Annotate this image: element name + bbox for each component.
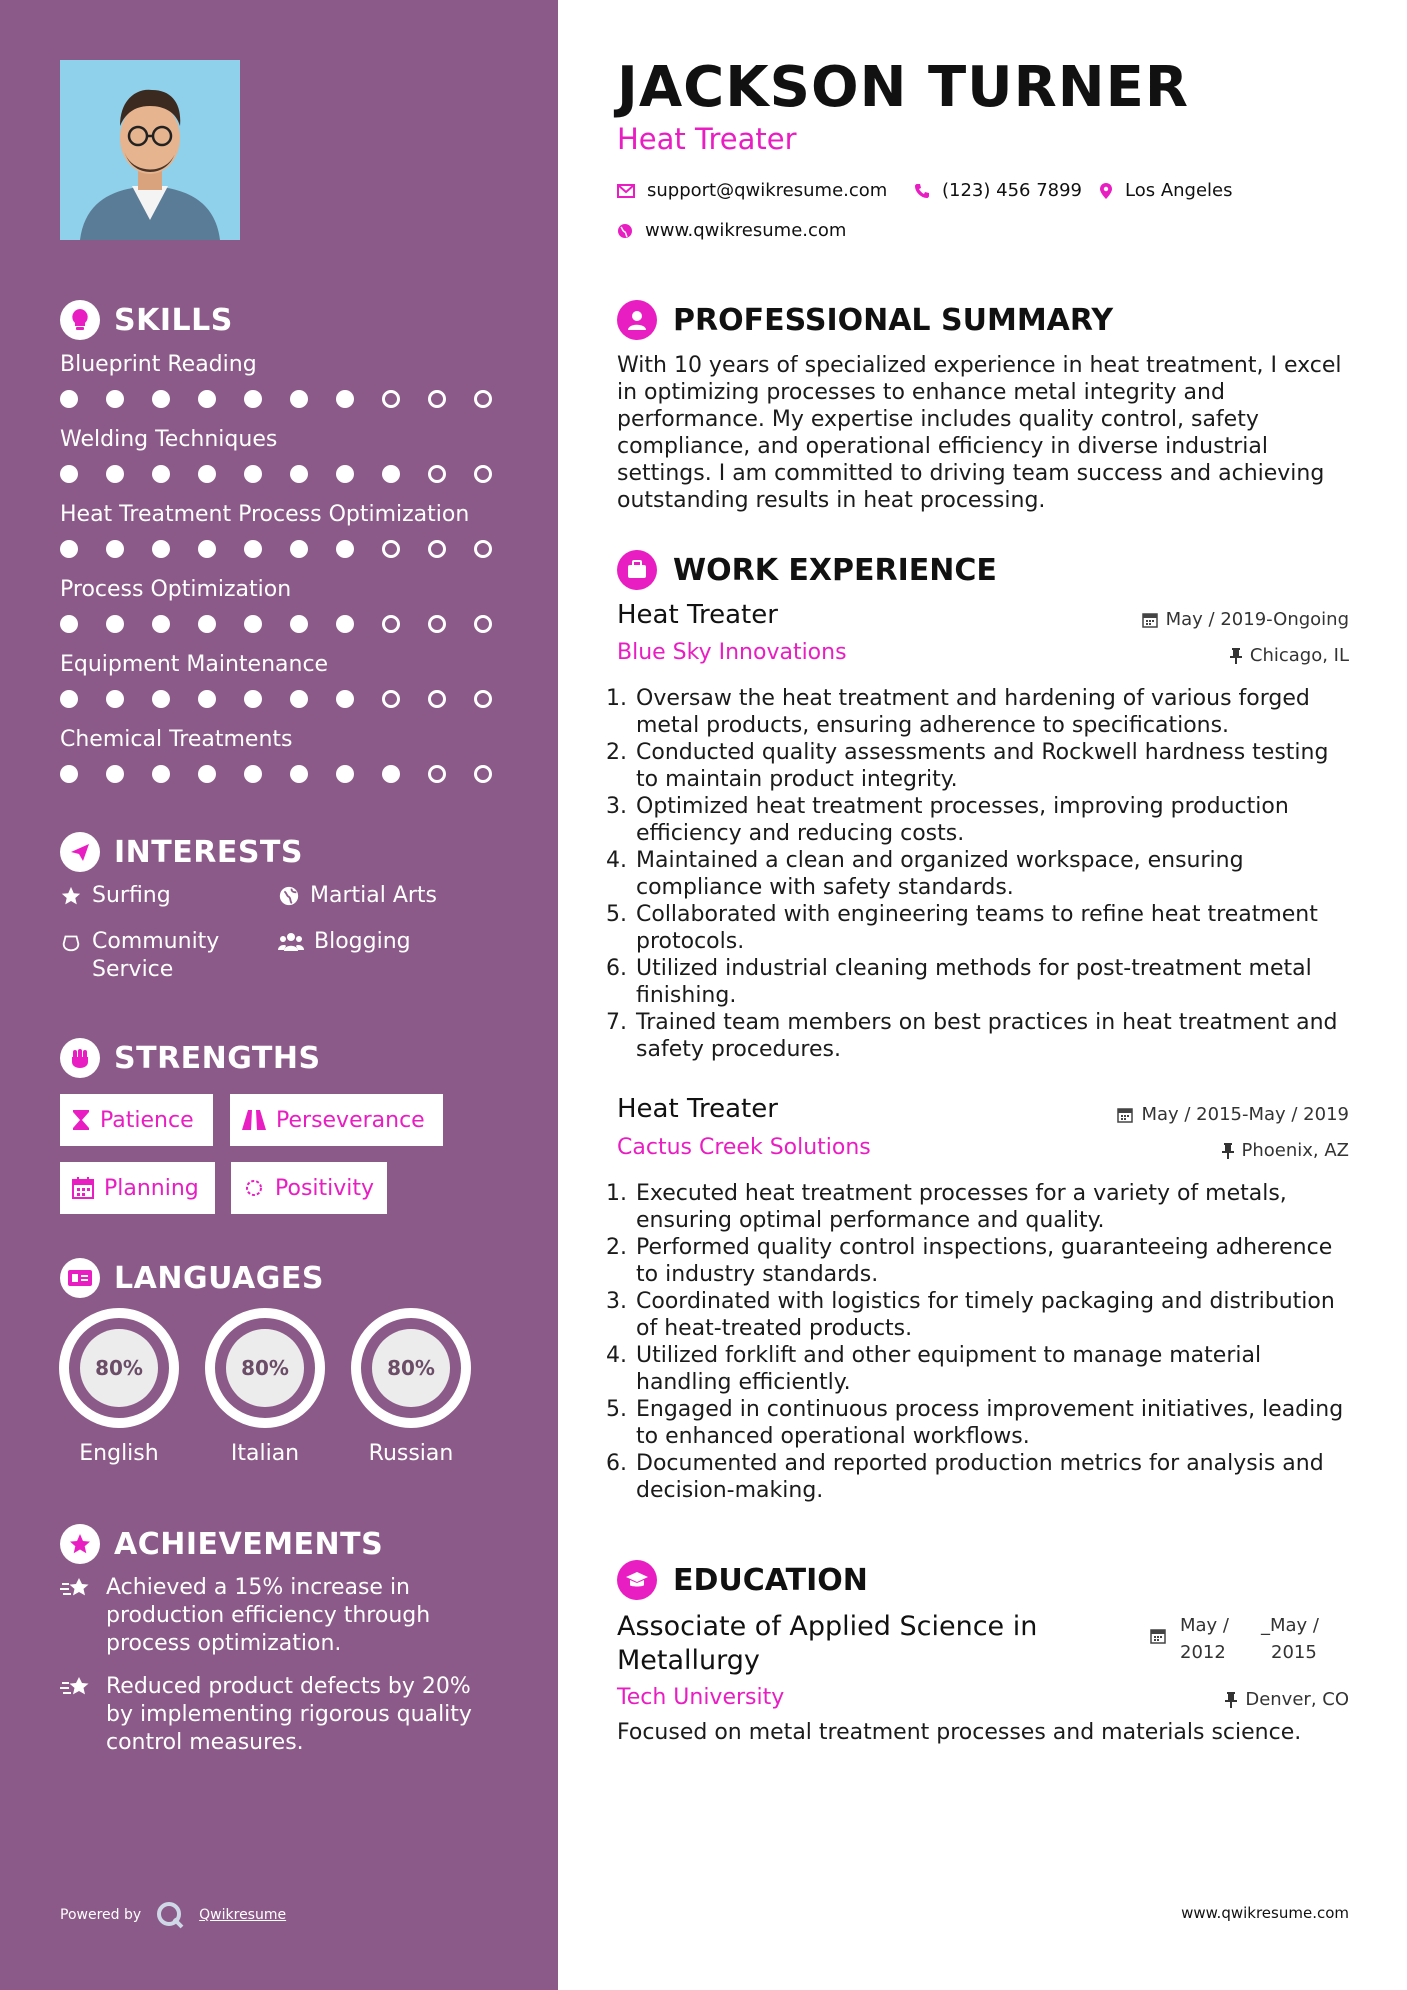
- shooting-star-icon: [60, 1576, 92, 1600]
- rating-dot-filled: [382, 465, 400, 483]
- globe-icon: [278, 885, 300, 907]
- strength-badge: Positivity: [231, 1162, 387, 1214]
- rating-dot-filled: [60, 765, 78, 783]
- briefcase-icon: [617, 550, 657, 590]
- map-pin-icon: [1099, 182, 1113, 200]
- skill-name: Blueprint Reading: [60, 352, 257, 377]
- contact-website[interactable]: www.qwikresume.com: [617, 220, 846, 241]
- skill-name: Equipment Maintenance: [60, 652, 329, 677]
- rating-dot-empty: [428, 765, 446, 783]
- rating-dot-empty: [474, 765, 492, 783]
- sidebar: [0, 0, 558, 1990]
- shooting-star-icon: [60, 1675, 92, 1699]
- fist-icon: [60, 1038, 100, 1078]
- experience-heading: WORK EXPERIENCE: [617, 550, 997, 590]
- summary-text: With 10 years of specialized experience in heat treatment, I excel in optimizing processes to enhance metal integrity and performance. My expertise includes quality control, safety compliance, and operational efficiency in diverse industrial settings. I am committed to driving team success and achieving outstanding results in heat processing.: [617, 353, 1342, 513]
- rating-dot-empty: [428, 540, 446, 558]
- achievement-item: Achieved a 15% increase in production efficiency through process optimization.: [60, 1574, 500, 1658]
- job-location: Phoenix, AZ: [1222, 1140, 1350, 1161]
- pushpin-icon: [1225, 1692, 1237, 1708]
- envelope-icon: [617, 184, 635, 198]
- rating-dot-filled: [336, 765, 354, 783]
- rating-dot-filled: [60, 390, 78, 408]
- job-location: Chicago, IL: [1230, 645, 1349, 666]
- language-name: English: [79, 1441, 159, 1466]
- contact-phone[interactable]: (123) 456 7899: [914, 180, 1082, 201]
- globe-icon: [617, 223, 633, 239]
- achievement-item: Reduced product defects by 20% by implementing rigorous quality control measures.: [60, 1673, 500, 1757]
- rating-dot-filled: [244, 765, 262, 783]
- language-ring: 80%: [59, 1308, 179, 1428]
- rating-dot-filled: [60, 615, 78, 633]
- contact-email[interactable]: support@qwikresume.com: [617, 180, 887, 201]
- list-item: 1. Oversaw the heat treatment and hardening of various forged metal products, ensuring adherence to specifications.: [634, 685, 1352, 739]
- rating-dot-filled: [198, 615, 216, 633]
- interest-item: Community Service: [60, 928, 240, 984]
- powered-by: Powered by Qwikresume: [60, 1900, 286, 1930]
- job-company: Cactus Creek Solutions: [617, 1135, 871, 1160]
- road-icon: [242, 1110, 266, 1130]
- candidate-title: Heat Treater: [617, 122, 797, 156]
- strength-badge: Perseverance: [230, 1094, 443, 1146]
- list-item: 7. Trained team members on best practices in heat treatment and safety procedures.: [634, 1009, 1352, 1063]
- skill-rating: [60, 615, 492, 633]
- interests-heading: INTERESTS: [60, 832, 303, 872]
- rating-dot-filled: [152, 690, 170, 708]
- qwikresume-link[interactable]: Qwikresume: [199, 1907, 287, 1923]
- list-item: 4. Maintained a clean and organized workspace, ensuring compliance with safety standards.: [634, 847, 1352, 901]
- rating-dot-empty: [474, 390, 492, 408]
- rating-dot-filled: [290, 765, 308, 783]
- rating-dot-filled: [290, 540, 308, 558]
- interest-item: Surfing: [60, 882, 171, 910]
- rating-dot-filled: [152, 465, 170, 483]
- education-location: Denver, CO: [1225, 1689, 1349, 1710]
- education-school: Tech University: [617, 1685, 785, 1710]
- sun-icon: [243, 1177, 265, 1199]
- calendar-icon: [72, 1177, 94, 1199]
- job-dates: May / 2015-May / 2019: [1117, 1104, 1349, 1125]
- rating-dot-empty: [474, 465, 492, 483]
- rating-dot-filled: [198, 390, 216, 408]
- rating-dot-filled: [290, 615, 308, 633]
- list-item: 1. Executed heat treatment processes for a variety of metals, ensuring optimal performance and quality.: [634, 1180, 1352, 1234]
- rating-dot-empty: [428, 615, 446, 633]
- education-heading: EDUCATION: [617, 1560, 868, 1600]
- calendar-icon: [1142, 612, 1158, 628]
- job-bullets: [612, 685, 1352, 1063]
- job-title: Heat Treater: [617, 600, 778, 630]
- rating-dot-empty: [474, 690, 492, 708]
- rating-dot-filled: [290, 465, 308, 483]
- candidate-name: JACKSON TURNER: [617, 55, 1190, 120]
- rating-dot-empty: [382, 690, 400, 708]
- list-item: 6. Documented and reported production metrics for analysis and decision-making.: [634, 1450, 1352, 1504]
- rating-dot-empty: [428, 390, 446, 408]
- rating-dot-empty: [382, 615, 400, 633]
- skill-name: Chemical Treatments: [60, 727, 293, 752]
- skill-rating: [60, 390, 492, 408]
- strengths-heading: STRENGTHS: [60, 1038, 321, 1078]
- rating-dot-filled: [198, 690, 216, 708]
- rating-dot-filled: [106, 540, 124, 558]
- footer-url[interactable]: www.qwikresume.com: [1181, 1904, 1349, 1922]
- list-item: 2. Conducted quality assessments and Rockwell hardness testing to maintain product integrity.: [634, 739, 1352, 793]
- rating-dot-filled: [198, 465, 216, 483]
- rating-dot-empty: [474, 615, 492, 633]
- skill-name: Welding Techniques: [60, 427, 278, 452]
- rating-dot-filled: [382, 765, 400, 783]
- rating-dot-filled: [60, 690, 78, 708]
- skill-name: Heat Treatment Process Optimization: [60, 502, 470, 527]
- profile-photo: [60, 60, 240, 240]
- rating-dot-filled: [244, 465, 262, 483]
- rating-dot-empty: [474, 540, 492, 558]
- rating-dot-empty: [382, 540, 400, 558]
- language-ring: 80%: [205, 1308, 325, 1428]
- rating-dot-filled: [106, 465, 124, 483]
- hourglass-icon: [72, 1109, 90, 1131]
- skills-heading: SKILLS: [60, 300, 233, 340]
- phone-icon: [914, 183, 930, 199]
- rating-dot-filled: [336, 465, 354, 483]
- list-item: 4. Utilized forklift and other equipment to manage material handling efficiently.: [634, 1342, 1352, 1396]
- language-name: Italian: [230, 1441, 300, 1466]
- rating-dot-filled: [244, 390, 262, 408]
- rating-dot-filled: [198, 765, 216, 783]
- rating-dot-filled: [336, 540, 354, 558]
- contact-location: Los Angeles: [1099, 180, 1233, 201]
- lightbulb-icon: [60, 300, 100, 340]
- rating-dot-filled: [106, 690, 124, 708]
- calendar-icon: [1150, 1628, 1166, 1644]
- rating-dot-filled: [336, 390, 354, 408]
- graduation-icon: [617, 1560, 657, 1600]
- rating-dot-filled: [336, 690, 354, 708]
- skill-name: Process Optimization: [60, 577, 292, 602]
- rating-dot-filled: [244, 690, 262, 708]
- hand-icon: [60, 931, 82, 953]
- interest-item: Martial Arts: [278, 882, 437, 910]
- rating-dot-filled: [198, 540, 216, 558]
- rating-dot-filled: [152, 615, 170, 633]
- qwikresume-logo-icon: [155, 1900, 185, 1930]
- strength-badge: Patience: [60, 1094, 213, 1146]
- languages-heading: LANGUAGES: [60, 1258, 324, 1298]
- achievements-heading: ACHIEVEMENTS: [60, 1524, 383, 1564]
- language-icon: [60, 1258, 100, 1298]
- calendar-icon: [1117, 1107, 1133, 1123]
- list-item: 2. Performed quality control inspections, guaranteeing adherence to industry standards.: [634, 1234, 1352, 1288]
- rating-dot-filled: [60, 540, 78, 558]
- list-item: 5. Collaborated with engineering teams to refine heat treatment protocols.: [634, 901, 1352, 955]
- paper-plane-icon: [60, 832, 100, 872]
- job-company: Blue Sky Innovations: [617, 640, 847, 665]
- list-item: 5. Engaged in continuous process improvement initiatives, leading to enhanced operational workflows.: [634, 1396, 1352, 1450]
- skill-rating: [60, 690, 492, 708]
- star-badge-icon: [60, 1524, 100, 1564]
- rating-dot-filled: [106, 615, 124, 633]
- education-end: _May / 2015: [1261, 1615, 1319, 1663]
- star-icon: [60, 885, 82, 907]
- user-icon: [617, 300, 657, 340]
- education-dates: [1150, 1612, 1319, 1666]
- rating-dot-filled: [244, 540, 262, 558]
- rating-dot-empty: [428, 690, 446, 708]
- rating-dot-filled: [106, 765, 124, 783]
- users-icon: [278, 931, 304, 953]
- skill-rating: [60, 465, 492, 483]
- education-degree: Associate of Applied Science in Metallurgy: [617, 1611, 1038, 1676]
- rating-dot-filled: [244, 615, 262, 633]
- list-item: 3. Coordinated with logistics for timely packaging and distribution of heat-treated products.: [634, 1288, 1352, 1342]
- summary-heading: PROFESSIONAL SUMMARY: [617, 300, 1113, 340]
- rating-dot-filled: [152, 540, 170, 558]
- interest-item: Blogging: [278, 928, 411, 956]
- list-item: 3. Optimized heat treatment processes, improving production efficiency and reducing costs.: [634, 793, 1352, 847]
- pushpin-icon: [1222, 1143, 1234, 1159]
- rating-dot-filled: [152, 390, 170, 408]
- rating-dot-filled: [290, 690, 308, 708]
- rating-dot-empty: [428, 465, 446, 483]
- strength-badge: Planning: [60, 1162, 215, 1214]
- rating-dot-empty: [382, 390, 400, 408]
- pushpin-icon: [1230, 648, 1242, 664]
- rating-dot-filled: [60, 465, 78, 483]
- rating-dot-filled: [106, 390, 124, 408]
- job-bullets: [612, 1180, 1352, 1504]
- language-name: Russian: [368, 1441, 454, 1466]
- education-description: Focused on metal treatment processes and materials science.: [617, 1720, 1302, 1745]
- rating-dot-filled: [336, 615, 354, 633]
- skill-rating: [60, 765, 492, 783]
- education-start: May / 2012: [1180, 1615, 1229, 1663]
- list-item: 6. Utilized industrial cleaning methods for post-treatment metal finishing.: [634, 955, 1352, 1009]
- language-ring: 80%: [351, 1308, 471, 1428]
- skill-rating: [60, 540, 492, 558]
- job-title: Heat Treater: [617, 1094, 778, 1124]
- rating-dot-filled: [152, 765, 170, 783]
- rating-dot-filled: [290, 390, 308, 408]
- job-dates: May / 2019-Ongoing: [1142, 609, 1349, 630]
